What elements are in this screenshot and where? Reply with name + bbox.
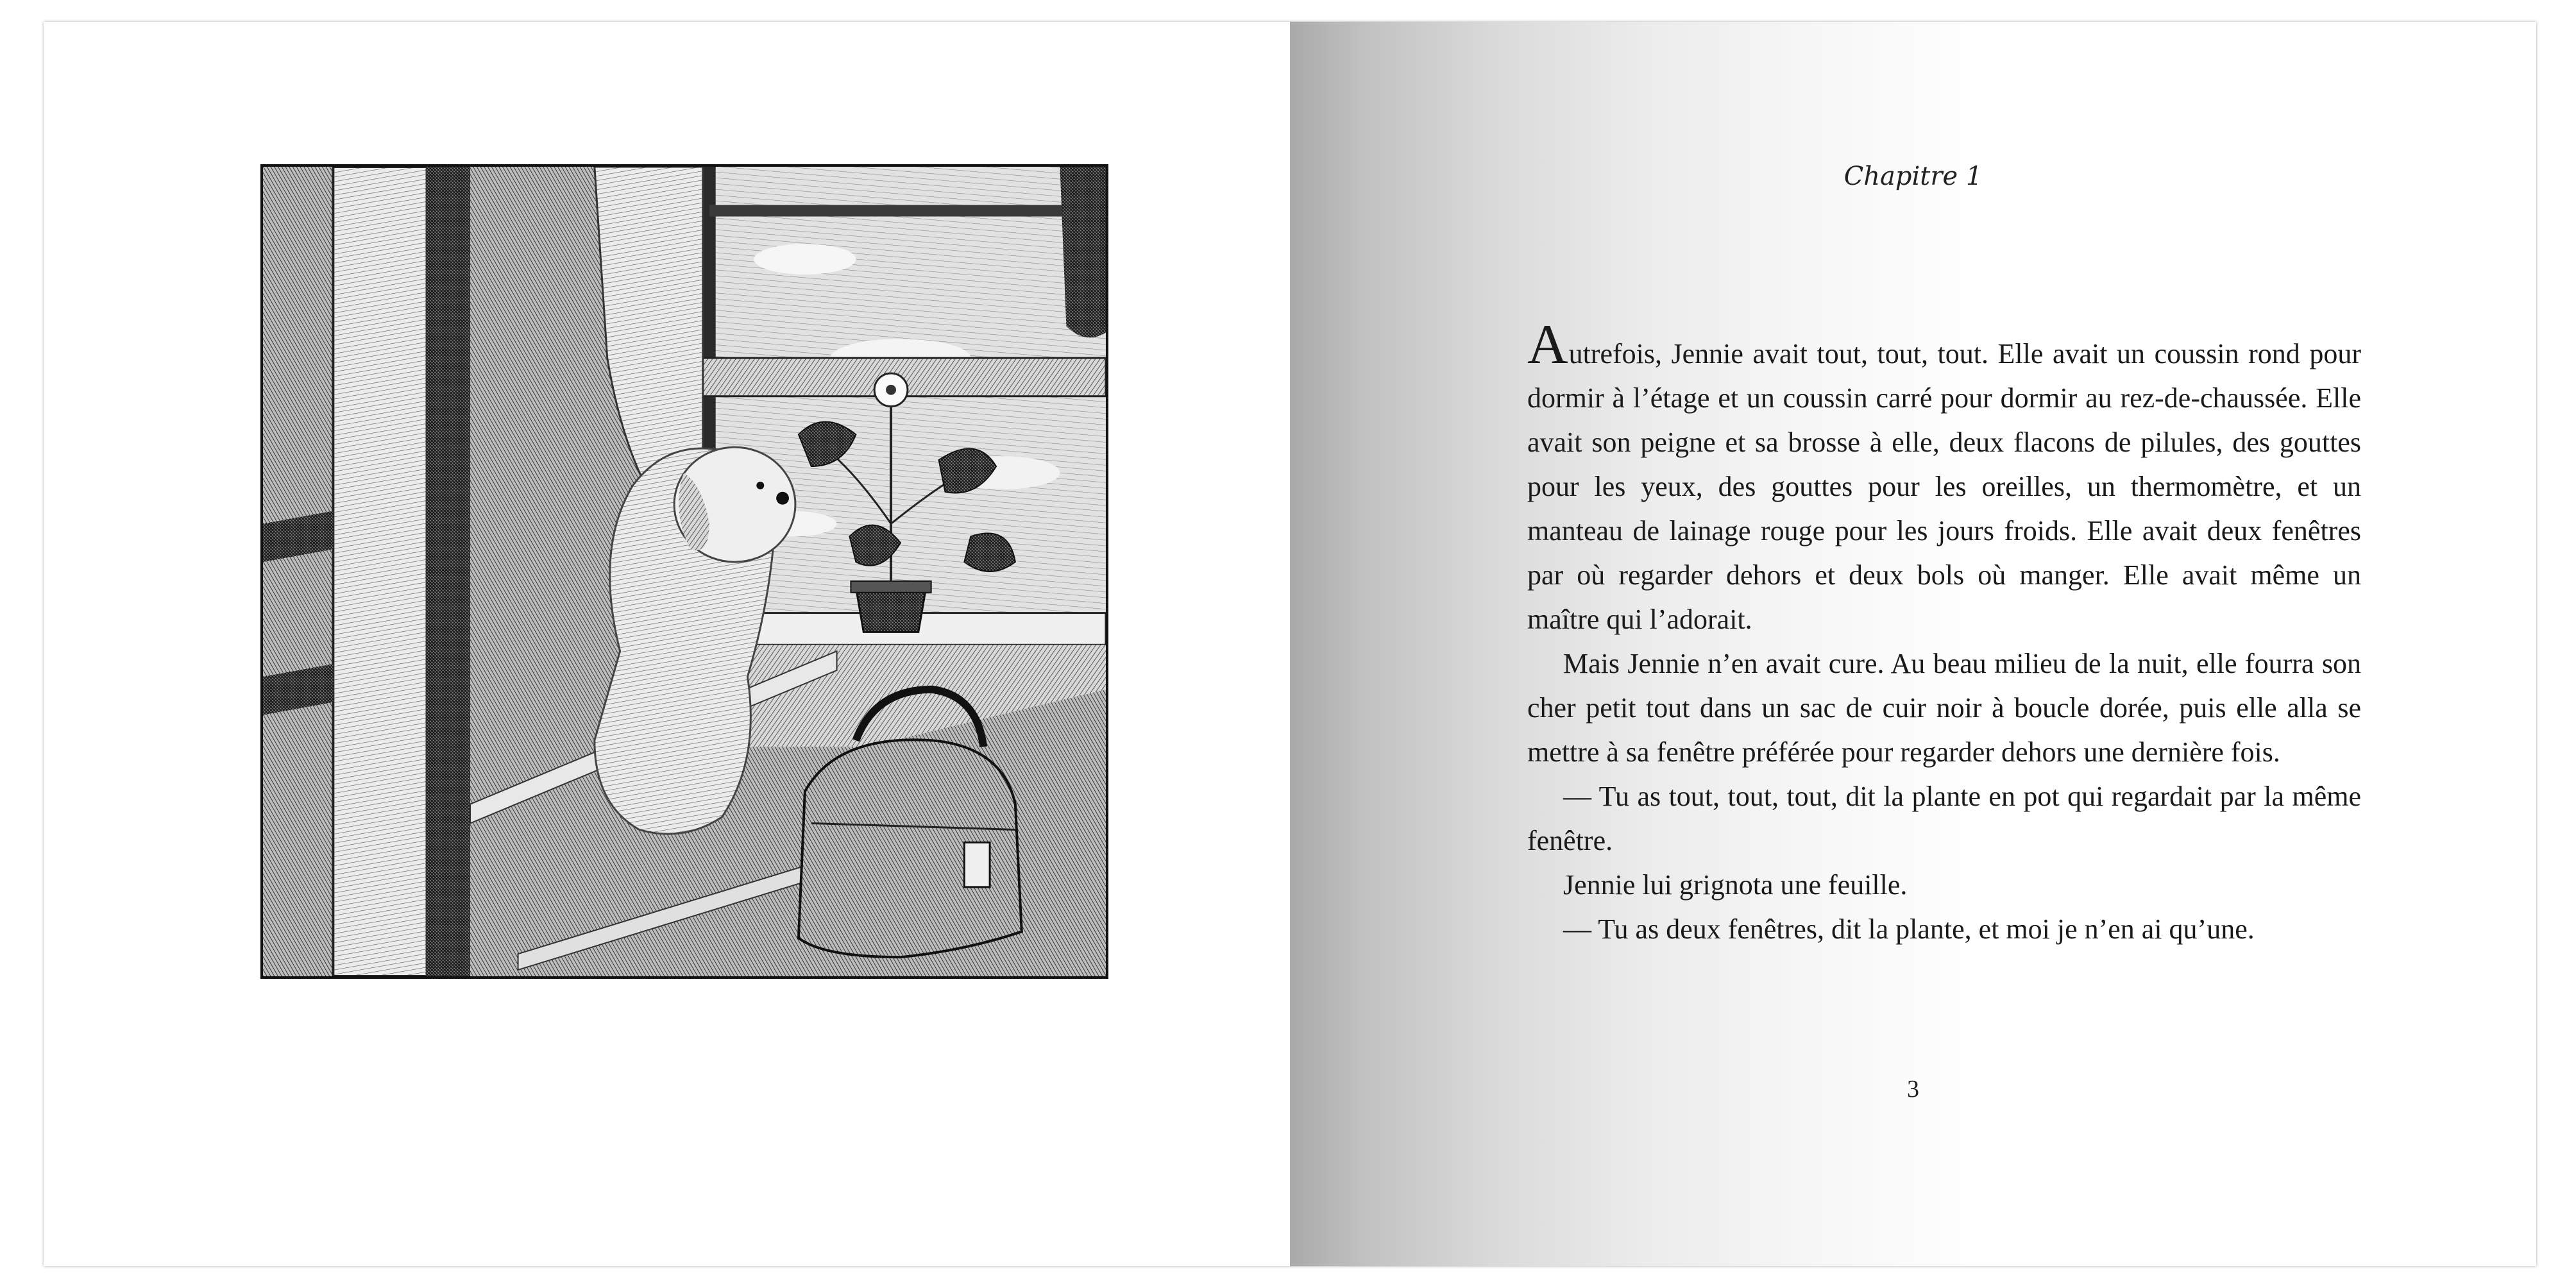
chapter-title-text: Chapitre 1	[1843, 162, 1983, 191]
left-page	[44, 22, 1290, 1266]
paragraph-text: utrefois, Jennie avait tout, tout, tout. Elle avait un coussin rond pour dormir à l’étage et un coussin carré pour dormir au rez-de-chaussée. Elle avait son peigne et sa brosse à elle, deux flacons de pilules, des gouttes pour les yeux, des gouttes pour les oreilles, un thermomètre, et un manteau de lainage rouge pour les jours froids. Elle avait deux fenêtres par où regarder dehors et deux bols où manger. Elle avait même un maître qui l’adorait.	[1527, 338, 2361, 635]
drop-cap: A	[1527, 314, 1568, 376]
paragraph: Mais Jennie n’en avait cure. Au beau milieu de la nuit, elle fourra son cher petit tout dans un sac de cuir noir à boucle dorée, puis elle alla se mettre à sa fenêtre préférée pour regarder dehors une dernière fois.	[1527, 648, 2361, 768]
chapter-body	[1527, 314, 2361, 951]
chapter-title	[1290, 162, 2536, 191]
right-page	[1290, 22, 2536, 1266]
paragraph: Jennie lui grignota une feuille.	[1563, 869, 1908, 901]
paragraph	[1527, 314, 2361, 641]
illustration-drawing	[263, 167, 1106, 976]
page-number: 3	[1907, 1076, 1919, 1103]
book-spread	[44, 22, 2536, 1266]
paragraph: — Tu as tout, tout, tout, dit la plante en pot qui regardait par la même fenêtre.	[1527, 781, 2361, 856]
paragraph: — Tu as deux fenêtres, dit la plante, et moi je n’en ai qu’une.	[1563, 913, 2255, 945]
dog-at-window-illustration	[260, 164, 1108, 979]
